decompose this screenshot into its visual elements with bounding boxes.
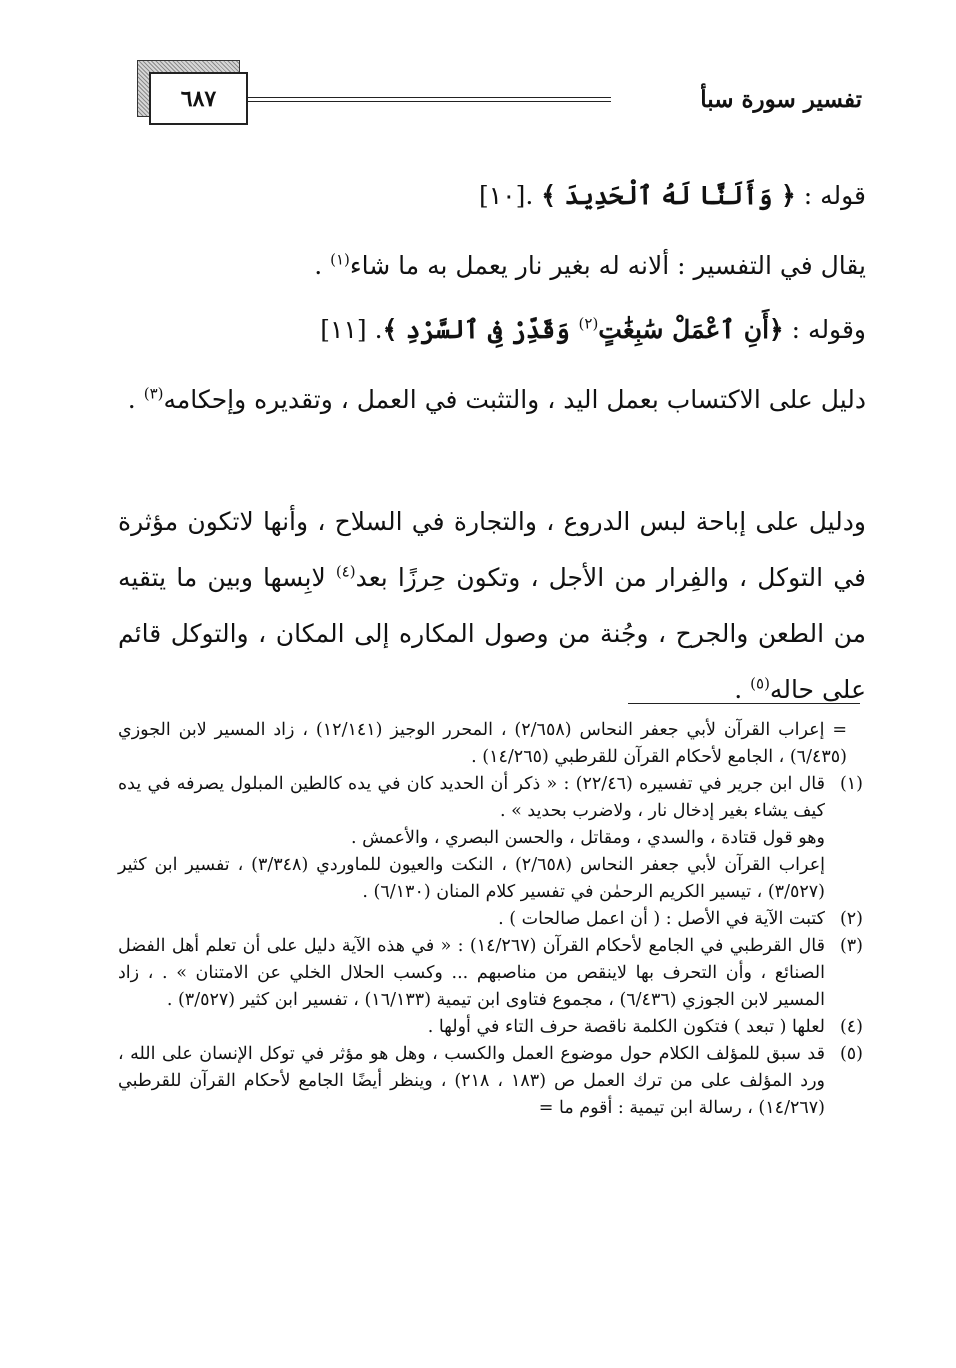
page-number-box: [149, 72, 248, 125]
tafsir-paragraph: [118, 238, 866, 294]
footnote-number: (٣): [839, 936, 863, 956]
footnote-ref-5: (٥): [750, 674, 770, 693]
footnote-ref-2: (٢): [578, 314, 599, 333]
footnote-ref-3: (٣): [143, 384, 164, 403]
quran-verse: ﴿ وَأَلَنَّا لَهُ ٱلْحَدِيدَ ﴾: [541, 181, 796, 210]
verse-lead: وقوله :: [783, 315, 866, 344]
evidence-paragraph-1: [118, 372, 866, 428]
footnote-number: (٥): [839, 1044, 863, 1064]
verse-reference: . [١١]: [320, 315, 383, 344]
running-title: تفسير سورة سبأ: [700, 86, 862, 113]
verse-line-10: [118, 168, 866, 224]
footnote-1-extra: وهو قول قتادة ، والسدي ، ومقاتل ، والحسن البصري ، والأعمش .: [350, 828, 825, 848]
tafsir-text: يقال في التفسير : ألانه له بغير نار يعمل به ما شاء: [349, 251, 866, 280]
paragraph-text: دليل على الاكتساب بعمل اليد ، والتثبت في العمل ، وتقديره وإحكامه: [163, 385, 866, 414]
footnote-4: [118, 1014, 863, 1041]
evidence-paragraph-2: [118, 494, 866, 718]
footnote-continuation: = إعراب القرآن لأبي جعفر النحاس (٢/٦٥٨) ، المحرر الوجيز (١٢/١٤١) ، زاد المسير لابن الجوزي (٦/٤٣٥) ، الجامع لأحكام القرآن للقرطبي (١٤/٢٦٥) .: [118, 720, 847, 767]
verse-reference: .[١٠]: [478, 181, 542, 210]
footnote-text: قد سبق للمؤلف الكلام حول موضوع العمل والكسب ، وهل هو مؤثر في توكل الإنسان على الله ، ورد المؤلف على من ترك العمل ص (١٨٣ ، ٢١٨) ، وينظر أيضًا الجامع لأحكام القرآن للقرطبي (١٤/٢٦٧) ، رسالة ابن تيمية : أقوم ما =: [118, 1044, 825, 1118]
quran-verse-part-a: ﴿أَنِ ٱعْمَلْ سَٰبِغَٰتٍ: [598, 315, 784, 344]
footnote-1: [118, 771, 863, 825]
footnote-ref-4: (٤): [335, 562, 356, 581]
paragraph-text-cont: لابِسها وبين ما يتقيه من الطعن والجرح ، وجُنة من وصول المكاره إلى المكان ، والتوكل قائم على حاله: [118, 563, 866, 704]
quran-verse-part-b: وَقَدِّرْ فِى ٱلسَّرْدِ ﴾: [382, 315, 579, 344]
footnote-separator: [628, 703, 860, 704]
footnote-2: [118, 906, 863, 933]
footnote-text: لعلها ( تبعد ) فتكون الكلمة ناقصة حرف التاء في أولها .: [427, 1017, 825, 1037]
footnote-number: (١): [839, 774, 863, 794]
sentence-end: .: [734, 675, 751, 704]
paragraph-text: ودليل على إباحة لبس الدروع ، والتجارة في السلاح ، وأنها لاتكون مؤثرة في التوكل ، والفِرار من الأجل ، وتكون حِرزًا بعد: [118, 507, 866, 592]
verse-lead: قوله :: [795, 181, 866, 210]
footnote-text: قال ابن جرير في تفسيره (٢٢/٤٦) : « ذكر أن الحديد كان في يده كالطين المبلول يصرفه في يده كيف يشاء بغير إدخال نار ، ولاضرب بحديد » .: [118, 774, 826, 821]
footnote-1-sources: إعراب القرآن لأبي جعفر النحاس (٢/٦٥٨) ، النكت والعيون للماوردي (٣/٣٤٨) ، تفسير ابن كثير (٣/٥٢٧) ، تيسير الكريم الرحمٰن في تفسير كلام المنان (٦/١٣٠) .: [118, 855, 825, 902]
footnote-text: كتبت الآية في الأصل : ( أن اعمل صالحات ) .: [498, 909, 825, 929]
footnote-number: (٢): [839, 909, 863, 929]
footnote-number: (٤): [839, 1017, 863, 1037]
sentence-end: .: [127, 385, 144, 414]
sentence-end: .: [314, 251, 331, 280]
footnotes-section: [118, 717, 863, 1122]
footnote-text: قال القرطبي في الجامع لأحكام القرآن (١٤/٢٦٧) : « في هذه الآية دليل على أن تعلم أهل الفضل الصنائع ، وأن التحرف بها لاينقص من مناصبهم ... وكسب الحلال الخلي عن الامتنان » . ، زاد المسير لابن الجوزي (٦/٤٣٦) ، مجموع فتاوى ابن تيمية (١٦/١٣٣) ، تفسير ابن كثير (٣/٥٢٧) .: [118, 936, 825, 1010]
page-number: ٦٨٧: [180, 85, 217, 112]
footnote-5: [118, 1041, 863, 1122]
footnote-ref-1: (١): [330, 250, 350, 269]
footnote-3: [118, 933, 863, 1014]
header-double-rule: [245, 97, 611, 102]
verse-line-11: [118, 302, 866, 358]
